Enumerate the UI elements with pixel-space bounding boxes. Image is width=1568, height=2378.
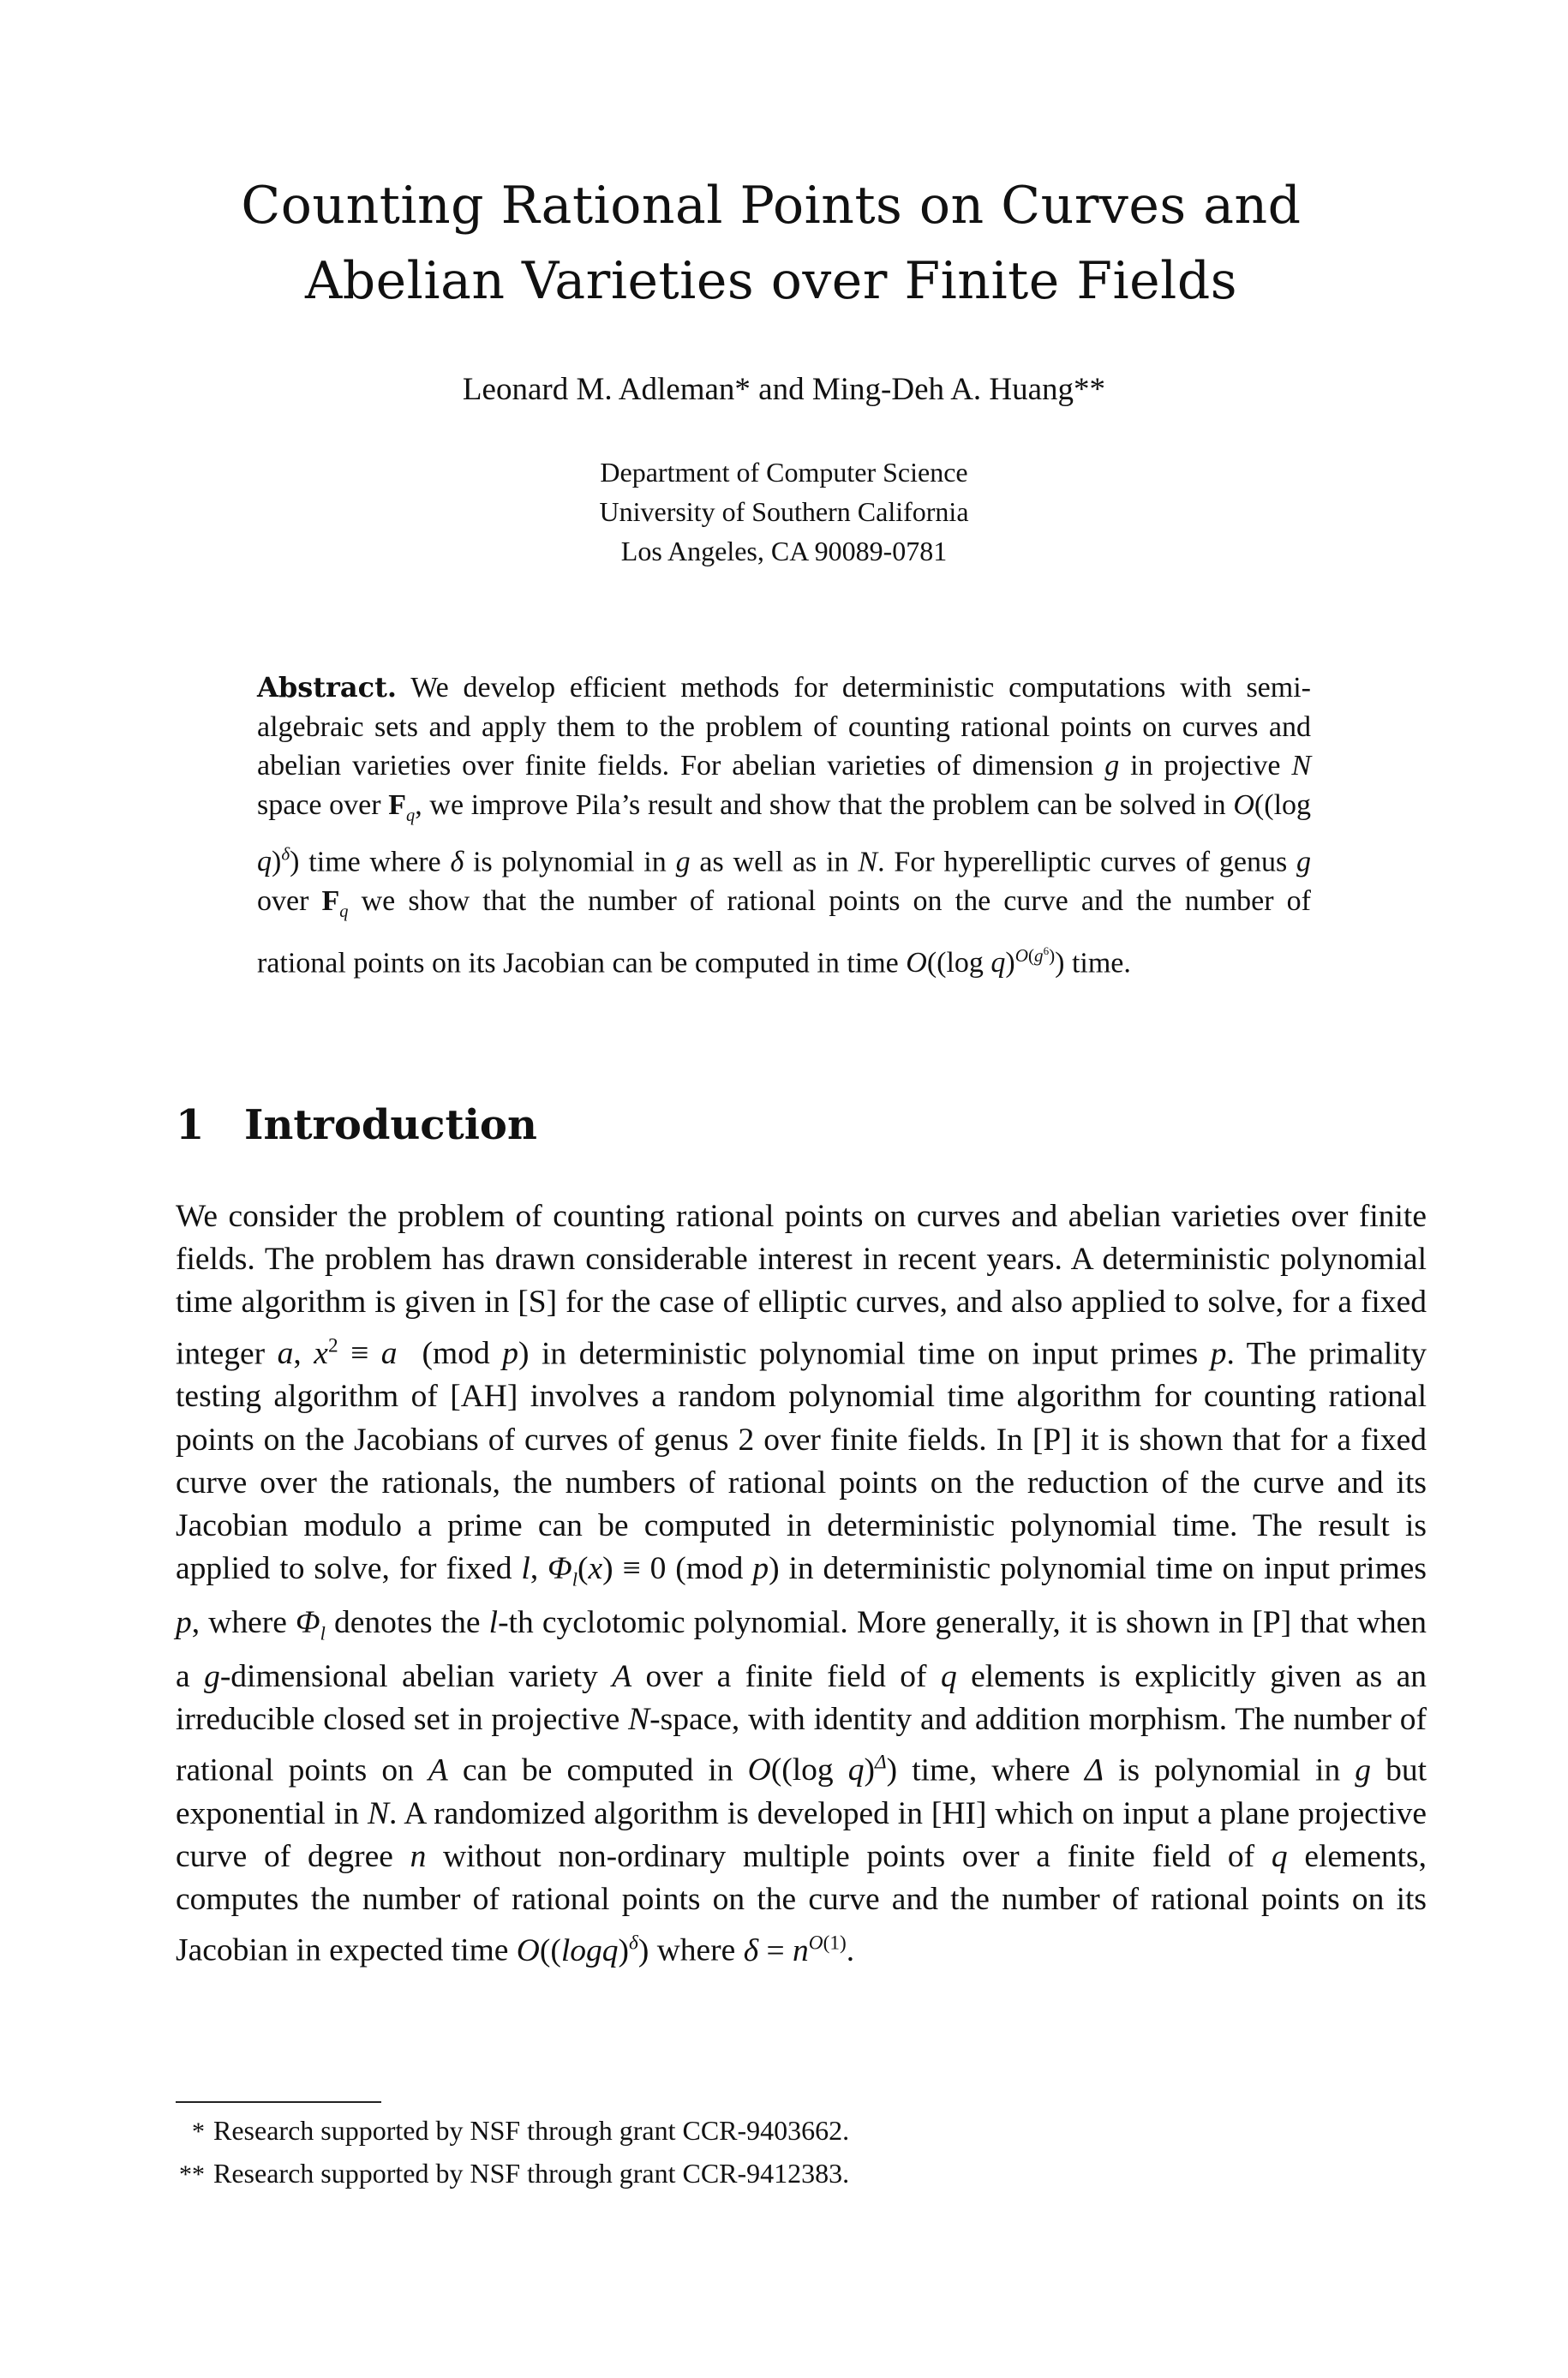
footnote-2 [176,2153,1290,2195]
intro-text: can be computed in [447,1752,748,1788]
math-phi-l: $\Phi_l$ [296,1604,326,1644]
affiliation-address: Los Angeles, CA 90089-0781 [620,536,948,566]
affiliation-university: University of Southern California [599,496,969,527]
section-title: Introduction [244,1101,537,1149]
math-g: g [1104,750,1120,782]
intro-text: over a finite field of [631,1658,941,1694]
abstract-text: time where [299,846,451,878]
abstract-text: space over [257,788,389,821]
math-a: A [428,1752,448,1788]
math-n: N [367,1795,389,1831]
intro-text: elements is explicitly given as an irreducible closed set in projective [176,1658,1427,1737]
math-q: q [1271,1838,1288,1874]
abstract-text: as well as in [690,846,859,878]
abstract-label: Abstract. [257,671,397,704]
section-heading [176,1101,537,1149]
math-delta-cap: Δ [1084,1752,1104,1788]
math-g: g [1355,1752,1372,1788]
math-q: q [940,1658,957,1694]
intro-text: , where [191,1604,296,1640]
intro-text: is polynomial in [1104,1752,1356,1788]
abstract-text: , we improve Pila’s result and show that the problem can be solved in [415,788,1234,821]
intro-text: where [649,1932,744,1968]
affiliation [0,452,1568,571]
math-complexity: O((log q)$^{O(g^6)}$) [906,943,1065,979]
abstract-text: We develop efficient methods for deterministic computations with semi-algebraic sets and apply them to the problem of counting rational points on curves and abelian varieties over finite fields. For abelian varieties of dimension [257,672,1311,782]
math-complexity: O((log q)$^\Delta$) [747,1751,898,1788]
title-line-2: Abelian Varieties over Finite Fields [304,251,1238,311]
footnote-marker: ** [179,2160,205,2189]
introduction-paragraph [176,1195,1427,1973]
abstract: Abstract. We develop efficient methods for deterministic computations with semi-algebraic sets and apply them to the problem of counting rational points on curves and abelian varieties over finite fields. For abelian varieties of dimension g in projective N space over $F_q$, we improve Pila’s result and show that the problem can be solved in O((log q)$^\delta$) time where δ is polynomial in g as well as in N. For hyperelliptic curves of genus g over $F_q$ we show that the number of rational points on the curve and the number of rational points on its Jacobian can be computed in time O((log q)$^{O(g^6)}$) time. [257,671,1312,979]
intro-text: -dimensional abelian variety [219,1658,613,1694]
affiliation-department: Department of Computer Science [600,457,968,488]
footnote-text: Research supported by NSF through grant CCR-9403662. [213,2115,850,2146]
math-cyclotomic: l, $\Phi_l(x) \equiv 0$ (mod p) [521,1551,780,1590]
footnote-marker: * [192,2117,205,2146]
footnote-rule [176,2101,381,2103]
intro-text: . A randomized algorithm is developed in [HI] which on input a plane projective curve of degree [176,1795,1427,1874]
math-l: l [488,1604,499,1640]
intro-text: -th cyclotomic polynomial. More generally, it is shown in [P] that when a [176,1604,1427,1694]
abstract-text: is polynomial in [464,846,676,878]
intro-text: We consider the problem of counting rational points on curves and abelian varieties over finite fields. The problem has drawn considerable interest in recent years. A deterministic polynomial time algorithm is given in [S] for the case of elliptic curves, and also applied to solve, for a fixed integer [176,1199,1427,1372]
math-g: g [675,846,691,878]
math-n: N [628,1701,650,1737]
abstract-text: . For hyperelliptic curves of genus [877,846,1297,878]
intro-text: -space, with identity and addition morphism. The number of rational points on [176,1701,1427,1788]
math-n-degree: n [410,1838,427,1874]
footnotes [176,2110,1290,2195]
math-congruence: a, $x^2 \equiv a$ (mod p) [277,1334,530,1372]
intro-text: time, where [897,1752,1085,1788]
math-delta-def: $\delta = n^{O(1)}$. [743,1932,855,1968]
abstract-text: in projective [1119,750,1292,782]
math-a: A [612,1658,632,1694]
math-g: g [1296,846,1312,878]
math-g: g [204,1658,220,1694]
footnote-text: Research supported by NSF through grant CCR-9412383. [213,2158,850,2189]
authors: Leonard M. Adleman* and Ming-Deh A. Huang** [462,372,1106,407]
intro-text: elements, computes the number of rational points on the curve and the number of rational points on its Jacobian in expected time [176,1838,1427,1968]
math-p: p [176,1604,192,1640]
title-line-1: Counting Rational Points on Curves and [241,176,1302,236]
math-fq: F [321,884,340,917]
math-n: N [1291,750,1312,782]
section-number: 1 [176,1101,205,1149]
math-delta: δ [450,846,464,878]
intro-text: denotes the [325,1604,489,1640]
math-complexity: O((log q)$^\delta$) [257,788,1312,878]
intro-text: . The primality testing algorithm of [AH] involves a random polynomial time algorithm for counting rational points on the Jacobians of curves of genus 2 over finite fields. In [P] it is shown that for a fixed curve over the rationals, the numbers of rational points on the reduction of the curve and its Jacobian modulo a prime can be computed in deterministic polynomial time. The result is applied to solve, for fixed [176,1336,1427,1587]
abstract-text: time. [1064,947,1131,979]
math-complexity: $O((\log q)^\delta)$ [516,1932,649,1968]
intro-text: but exponential in [176,1752,1427,1831]
math-p: p [1210,1336,1227,1372]
paper-title [171,168,1371,319]
intro-text: in deterministic polynomial time on input primes [529,1336,1211,1372]
math-fq: F [388,788,407,821]
math-n: N [858,846,878,878]
abstract-text: over [257,884,322,917]
intro-text: in deterministic polynomial time on input primes [779,1551,1427,1587]
footnote-1 [176,2110,1290,2153]
intro-text: without non-ordinary multiple points over a finite field of [426,1838,1272,1874]
abstract-text: we show that the number of rational points on the curve and the number of rational points on its Jacobian can be computed in time [257,884,1311,979]
